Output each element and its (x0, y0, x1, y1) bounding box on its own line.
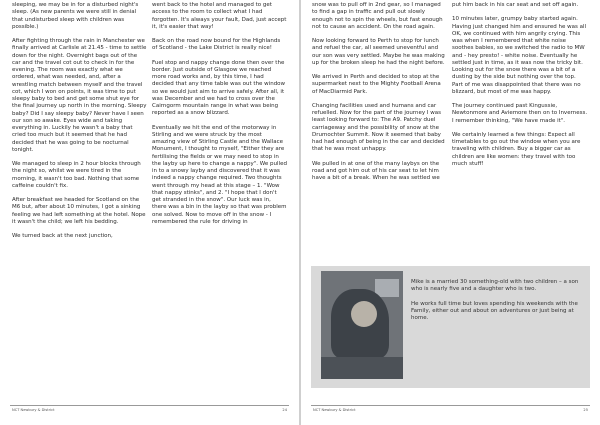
right-page (301, 0, 600, 425)
paragraph: Changing facilities used and humans and car refuelled. Now for the part of the journey I was least looking forward to: The A9. Patchy duel carriageway and the possibility of snow at the Drumochter Summit. Now it seemed that baby had had enough of being in the car and decided that he was most unhappy. (312, 102, 445, 153)
paragraph: The journey continued past Kingussie, Newtonmore and Aviemore then on to Inverness. I remember thinking, "We have made it". (452, 103, 588, 124)
paragraph: Mike is a married 30 something-old with two children – a son who is nearly five and a daughter who is two. (411, 279, 579, 293)
paragraph: put him back in his car seat and set off again. (452, 2, 579, 8)
left-page-column-1 (12, 2, 147, 247)
publication-name: NCT Newbury & District (12, 408, 55, 412)
publication-name: NCT Newbury & District (313, 408, 356, 412)
page-number: 24 (282, 408, 287, 412)
paragraph: We turned back at the next junction, (12, 233, 113, 239)
paragraph: sleeping, we may be in for a disturbed night's sleep. (As new parents we were still in denial that undisturbed sleep with children was possible.) (12, 2, 139, 30)
right-page-column-2 (452, 2, 588, 175)
paragraph: went back to the hotel and managed to get access to the room to collect what I had forgotten. It's always your fault, Dad, just accept it, it's easier that way! (152, 2, 287, 30)
paragraph: We certainly learned a few things: Expect all timetables to go out the window when you are traveling with children. Buy a bigger car as children are like women: they travel with too much stuff! (452, 131, 581, 167)
left-page-column-2 (152, 2, 287, 233)
page-number: 25 (583, 408, 588, 412)
paragraph: After fighting through the rain in Manchester we finally arrived at Carlisle at 21.45 - time to settle down for the night. Overnight bags out of the car and the travel cot out to check in for the evening. The room was exactly what we ordered, what was needed, and, after a wrestling match between myself and the travel cot, which I won on points, it was time to put sleepy baby to bed and get some shut eye for the final journey up north in the morning. Sleepy baby? Did I say sleepy baby? Never have I seen our son so awake. Eyes wide and taking everything in. Luckily he wasn't a baby that cried too much but it seemed that he had decided that he was going to be nocturnal tonight. (12, 38, 147, 153)
father-with-baby-photo-icon (321, 271, 403, 379)
author-bio-text (411, 279, 586, 329)
author-bio-box (311, 266, 590, 388)
paragraph: We pulled in at one of the many laybys on the road and got him out of his car seat to let him have a bit of a break. When he was settled we (312, 160, 440, 181)
paragraph: After breakfast we headed for Scotland on the M6 but, after about 10 minutes, I got a sinking feeling we had left something at the hotel. Nope it wasn't the child; we left his bedding. (12, 197, 146, 225)
right-page-footer (301, 405, 600, 415)
right-page-column-1 (312, 2, 447, 189)
paragraph: Eventually we hit the end of the motorway in Stirling and we were struck by the most amazing view of Stirling Castle and the Wallace Monument, I thought to myself, "Either they are fertilising the fields or we may need to stop in the layby up here to change a nappy". We pulled in to a snowy layby and discovered that it was indeed a nappy change required. Two thoughts went through my head at this stage – 1. "Wow that nappy stinks", and 2. "I hope that I don't get stranded in the snow". Our luck was in, there was a bin in the layby so that was problem one solved. Now to move off in the snow - I remembered the rule for driving in (152, 124, 287, 225)
paragraph: Back on the road now bound for the Highlands of Scotland - the Lake District is really nice! (152, 38, 281, 52)
paragraph: Now looking forward to Perth to stop for lunch and refuel the car, all seemed uneventful and our son was very settled. Maybe he was making up for the broken sleep he had the night before. (312, 38, 445, 66)
paragraph: He works full time but loves spending his weekends with the Family, either out and about on adventures or just being at home. (411, 300, 578, 321)
paragraph: 10 minutes later, grumpy baby started again. Having just changed him and ensured he was all OK, we continued with him angrily crying. This was when I remembered that white noise soothes babies, so we switched the radio to MW and - hey presto! - white noise. Eventually he settled just in time, as it was now the tricky bit. Looking out for the snow there was a bit of a dusting by the side but nothing over the top. Part of me was disappointed that there was no blizzard, but most of me was happy. (452, 16, 587, 95)
paragraph: Fuel stop and nappy change done then over the border. Just outside of Glasgow we reached more road works and, by this time, I had decided that any time table was out the window so we would just aim to arrive safely. After all, it was December and we had to cross over the Cairngorm mountain range in what was being reported as a snow blizzard. (152, 59, 286, 117)
footer-rule (311, 405, 590, 406)
paragraph: We arrived in Perth and decided to stop at the supermarket next to the Mighty Football Arena of MacDiarmid Park. (312, 74, 441, 95)
paragraph: We managed to sleep in 2 hour blocks through the night so, whilst we were tired in the morning, it wasn't too bad. Nothing that some caffeine couldn't fix. (12, 161, 141, 189)
paragraph: snow was to pull off in 2nd gear, so I managed to find a gap in traffic and pull out slowly enough not to spin the wheels, but fast enough not to cause an accident. On the road again. (312, 2, 443, 30)
footer-rule (10, 405, 289, 406)
left-page (0, 0, 299, 425)
left-page-footer (0, 405, 299, 415)
